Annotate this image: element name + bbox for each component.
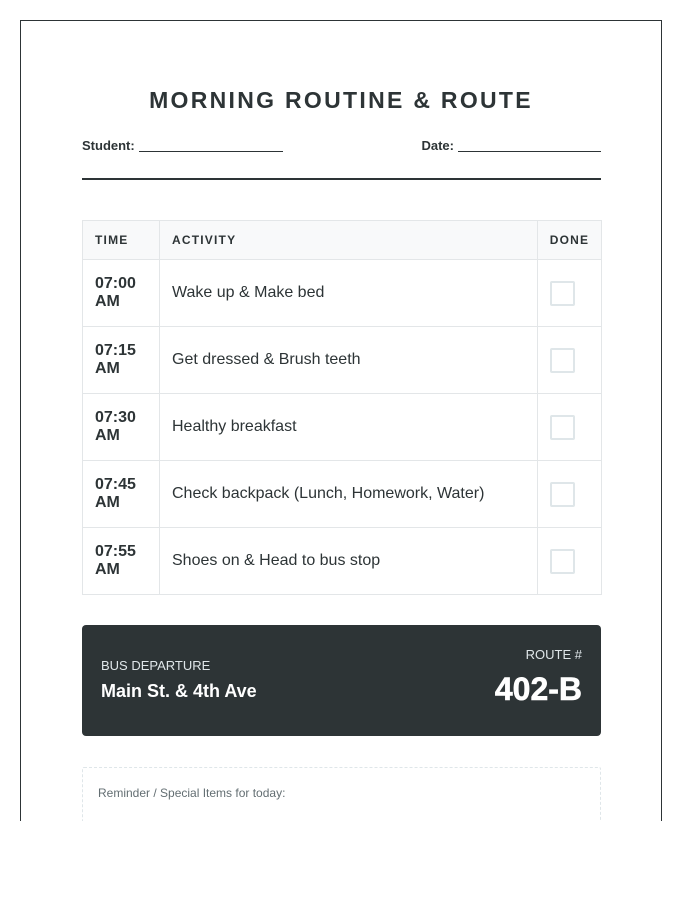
date-field xyxy=(421,138,601,153)
done-cell xyxy=(538,394,602,461)
bus-departure-card xyxy=(82,625,601,736)
time-hour: 07:15 xyxy=(95,342,136,359)
time-hour: 07:30 xyxy=(95,409,136,426)
done-cell xyxy=(538,528,602,595)
table-header-row xyxy=(83,221,602,260)
table-row xyxy=(83,327,602,394)
done-checkbox[interactable] xyxy=(550,348,575,373)
done-checkbox[interactable] xyxy=(550,549,575,574)
routine-table xyxy=(82,220,602,595)
done-cell xyxy=(538,327,602,394)
time-hour: 07:55 xyxy=(95,543,136,560)
bus-departure-label: BUS DEPARTURE xyxy=(101,658,211,673)
reminder-label: Reminder / Special Items for today: xyxy=(98,786,286,800)
student-blank-line xyxy=(139,138,283,152)
time-hour: 07:00 xyxy=(95,275,136,292)
date-blank-line xyxy=(458,138,601,152)
activity-cell: Wake up & Make bed xyxy=(160,260,538,327)
activity-cell: Get dressed & Brush teeth xyxy=(160,327,538,394)
table-row xyxy=(83,461,602,528)
student-label: Student: xyxy=(82,138,135,153)
column-header-done: DONE xyxy=(538,221,602,260)
time-cell xyxy=(83,394,160,461)
student-field xyxy=(82,138,283,153)
time-ampm: AM xyxy=(95,427,120,444)
activity-cell: Check backpack (Lunch, Homework, Water) xyxy=(160,461,538,528)
header-divider xyxy=(82,178,601,180)
table-row xyxy=(83,528,602,595)
reminder-box[interactable] xyxy=(82,767,601,821)
done-checkbox[interactable] xyxy=(550,281,575,306)
bus-stop-location: Main St. & 4th Ave xyxy=(101,681,257,701)
time-cell xyxy=(83,528,160,595)
done-checkbox[interactable] xyxy=(550,415,575,440)
done-cell xyxy=(538,461,602,528)
time-ampm: AM xyxy=(95,561,120,578)
time-cell xyxy=(83,461,160,528)
done-cell xyxy=(538,260,602,327)
time-cell xyxy=(83,327,160,394)
activity-cell: Healthy breakfast xyxy=(160,394,538,461)
page-title: MORNING ROUTINE & ROUTE xyxy=(149,87,533,113)
time-ampm: AM xyxy=(95,494,120,511)
done-checkbox[interactable] xyxy=(550,482,575,507)
time-ampm: AM xyxy=(95,293,120,310)
date-label: Date: xyxy=(421,138,454,153)
activity-cell: Shoes on & Head to bus stop xyxy=(160,528,538,595)
column-header-time: TIME xyxy=(83,221,160,260)
time-ampm: AM xyxy=(95,360,120,377)
table-row xyxy=(83,260,602,327)
table-row xyxy=(83,394,602,461)
time-cell xyxy=(83,260,160,327)
route-number: 402-B xyxy=(494,671,582,707)
routine-sheet xyxy=(20,20,662,821)
route-label: ROUTE # xyxy=(525,647,582,662)
column-header-activity: ACTIVITY xyxy=(160,221,538,260)
time-hour: 07:45 xyxy=(95,476,136,493)
